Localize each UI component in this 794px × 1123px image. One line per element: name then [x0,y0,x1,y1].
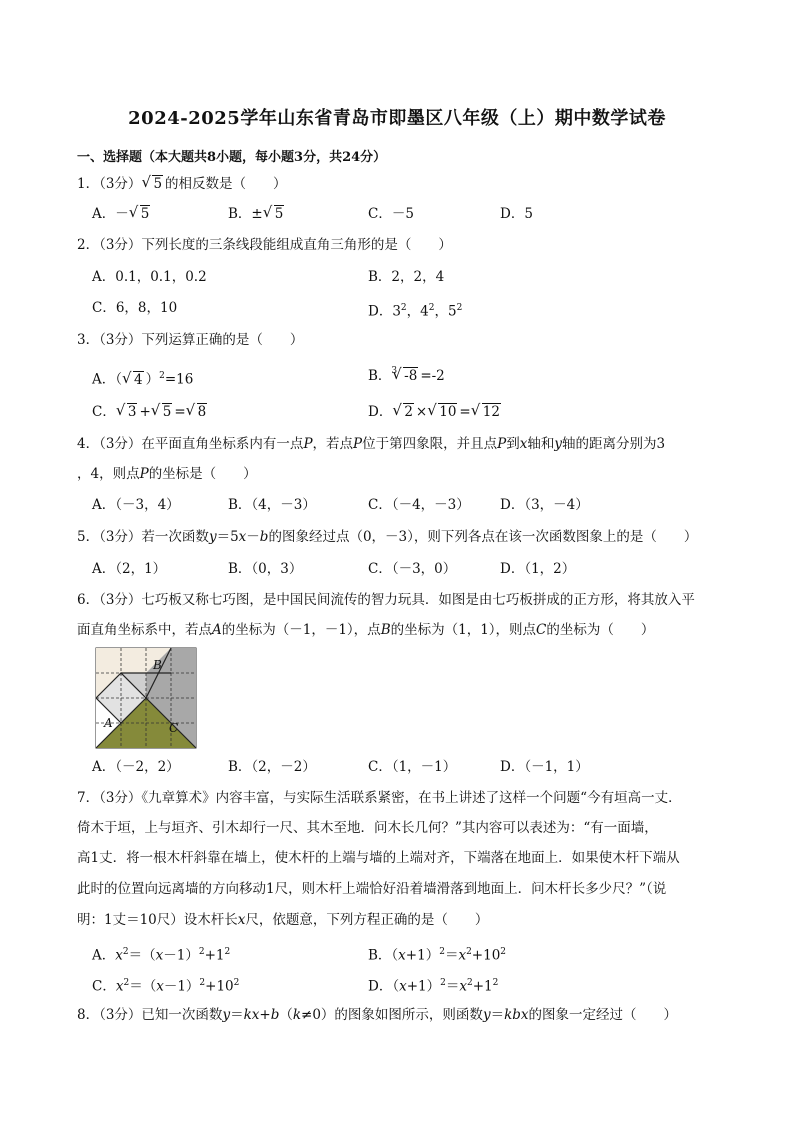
q4-option-d: D．（3，－4） [500,497,589,513]
question-7-line-2: 倚木于垣，上与垣齐、引木却行一尺、其木至地．问木长几何？”其内容可以表述为：“有一面墙， [77,820,658,836]
question-4-line-2: ，4，则点P的坐标是（ ） [77,466,257,482]
question-8: 8．（3分）已知一次函数y＝kx+b（k≠0）的图象如图所示，则函数y＝kbx的图象一定经过（ ） [77,1007,678,1023]
figure-label-c: C [169,721,179,735]
q7-option-c: C．$x^2=(x-1)^2+10^2$ [92,978,240,995]
q5-option-b: B．（0，3） [228,561,303,577]
q6-option-d: D．（－1，1） [500,759,589,775]
tangram-figure [95,647,197,749]
q3-option-c: C．√ 3 +√ 5 =√ 8 [92,402,209,422]
question-7-line-4: 此时的位置向远离墙的方向移动1尺，则木杆上端恰好沿着墙滑落到地面上．问木杆长多少尺？”（说 [77,881,667,897]
question-4-line-1: 4．（3分）在平面直角坐标系内有一点P，若点P位于第四象限，并且点P到x轴和y轴的距离分别为3 [77,436,666,452]
q4-option-b: B．（4，－3） [228,497,316,513]
q6-option-a: A．（－2，2） [92,759,180,775]
q6-option-b: B．（2，－2） [228,759,316,775]
q4-option-c: C．（－4，－3） [368,497,470,513]
question-7-line-3: 高1丈．将一根木杆斜靠在墙上，使木杆的上端与墙的上端对齐，下端落在地面上．如果使木杆下端从 [77,850,680,866]
page-title: 2024-2025学年山东省青岛市即墨区八年级（上）期中数学试卷 [128,108,666,129]
q3-option-b: B．$^3$√ -8 =-2 [368,366,445,388]
q4-option-a: A．（－3，4） [92,497,180,513]
q7-option-b: B．$(x+1)^2=x^2+10^2$ [368,947,507,964]
question-7-line-1: 7．（3分）《九章算术》内容丰富，与实际生活联系紧密，在书上讲述了这样一个问题“今有垣高一丈． [77,790,682,806]
q2-option-d: D．$3^2$，$4^2$，$5^2$ [368,303,463,320]
q3-option-a: A．（√ 4 ）$^2$=16 [92,366,193,390]
q6-option-c: C．（1，－1） [368,759,457,775]
q5-option-c: C．（－3，0） [368,561,457,577]
q1-option-b: B．±√ 5 [228,204,286,224]
q5-option-a: A．（2，1） [92,561,167,577]
q1-text: 的相反数是（ ） [165,176,287,192]
figure-label-b: B [153,658,162,672]
q1-number: 1．（3分） [77,176,142,192]
q3-option-d: D．√ 2 ×√ 10 =√ 12 [368,402,503,422]
question-6-line-2: 面直角坐标系中，若点A的坐标为（－1，－1），点B的坐标为（1，1），则点C的坐标为（ ） [77,622,655,638]
question-6-line-1: 6．（3分）七巧板又称七巧图，是中国民间流传的智力玩具．如图是由七巧板拼成的正方形，将其放入平 [77,592,695,608]
q1-radical: √ 5 [142,174,165,194]
q1-option-a: A．－√ 5 [92,204,152,224]
q7-option-a: A．$x^2=(x-1)^2+1^2$ [92,947,231,964]
q5-option-d: D．（1，2） [500,561,576,577]
question-3: 3．（3分）下列运算正确的是（ ） [77,332,304,348]
q7-option-d: D．$(x+1)^2=x^2+1^2$ [368,978,499,995]
question-7-line-5: 明：1丈＝10尺）设木杆长x尺，依题意，下列方程正确的是（ ） [77,912,489,928]
q2-option-a: A．0.1，0.1，0.2 [92,269,207,285]
section-heading: 一、选择题（本大题共8小题，每小题3分，共24分） [77,150,387,165]
question-5: 5．（3分）若一次函数y＝5x－b的图象经过点（0，－3），则下列各点在该一次函数图象上的是（ ） [77,529,698,545]
q2-option-b: B．2，2，4 [368,269,445,285]
question-2: 2．（3分）下列长度的三条线段能组成直角三角形的是（ ） [77,237,452,253]
q1-option-d: D．5 [500,206,533,222]
q1-option-c: C．－5 [368,206,414,222]
q2-option-c: C．6，8，10 [92,300,178,316]
question-1 [77,174,287,194]
figure-label-a: A [104,716,113,730]
